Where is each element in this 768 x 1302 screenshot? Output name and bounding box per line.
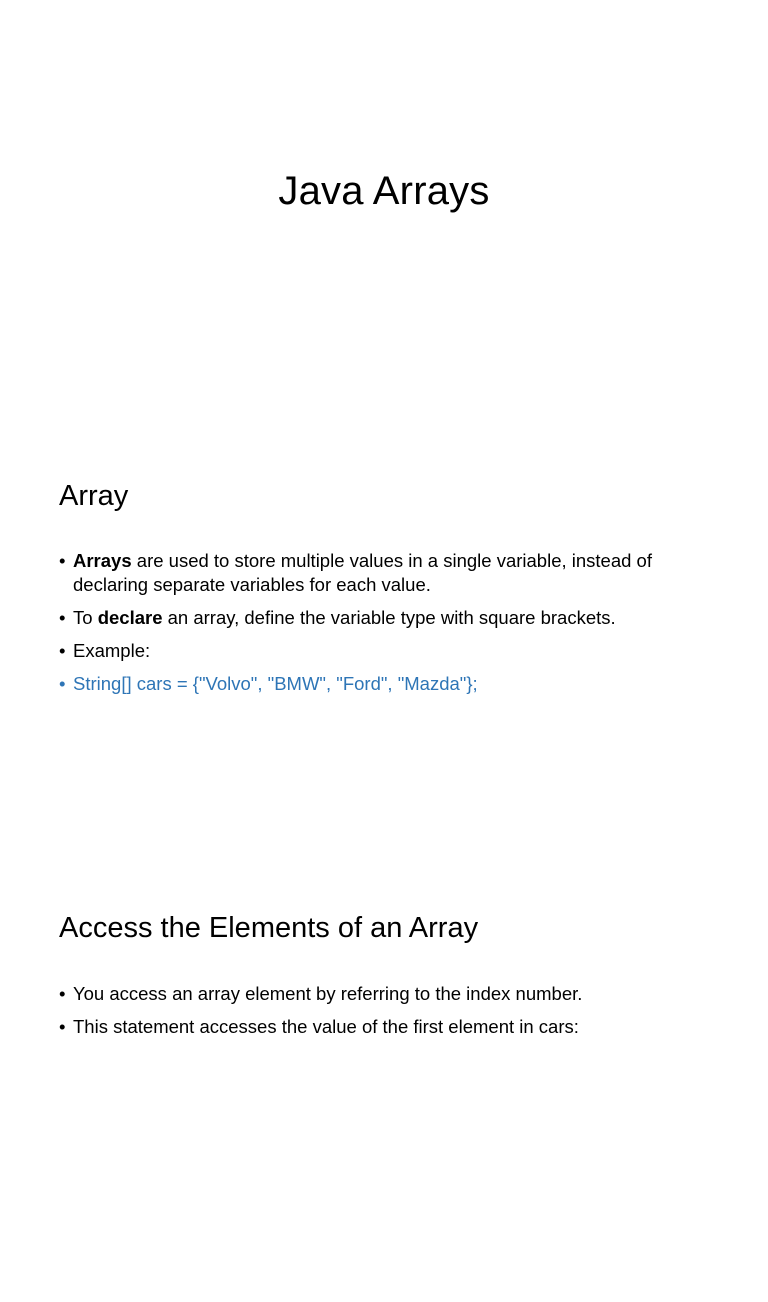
bullet-text: an array, define the variable type with square brackets. — [162, 607, 616, 628]
bullet-item — [59, 982, 719, 1006]
presentation-title: Java Arrays — [278, 169, 490, 213]
bullet-glyph: • — [59, 983, 66, 1004]
bullet-text: Example: — [73, 640, 151, 661]
bullet-list — [59, 549, 719, 705]
bullet-text: are used to store multiple values in a single variable, instead of declaring separate variables for each value. — [73, 550, 652, 595]
bullet-glyph: • — [59, 640, 66, 661]
array-slide — [0, 434, 768, 868]
bullet-item — [59, 1015, 719, 1039]
slide-heading: Array — [59, 480, 129, 512]
bullet-glyph: • — [59, 550, 66, 571]
bullet-item — [59, 606, 719, 630]
slide-heading: Access the Elements of an Array — [59, 912, 479, 944]
bullet-text: You access an array element by referring to the index number. — [73, 983, 583, 1004]
bullet-text: To — [73, 607, 98, 628]
bullet-glyph: • — [59, 1016, 66, 1037]
bullet-glyph: • — [59, 673, 66, 694]
bullet-item — [59, 639, 719, 663]
bold-term: declare — [97, 607, 163, 628]
code-example-text: String[] cars = {"Volvo", "BMW", "Ford", "Mazda"}; — [73, 673, 478, 694]
bullet-text: This statement accesses the value of the first element in cars: — [73, 1016, 579, 1037]
code-example-item — [59, 672, 719, 696]
bullet-list — [59, 982, 719, 1048]
bullet-item — [59, 549, 719, 597]
bold-term: Arrays — [73, 550, 132, 571]
bullet-glyph: • — [59, 607, 66, 628]
title-slide — [0, 0, 768, 434]
access-slide — [0, 868, 768, 1302]
